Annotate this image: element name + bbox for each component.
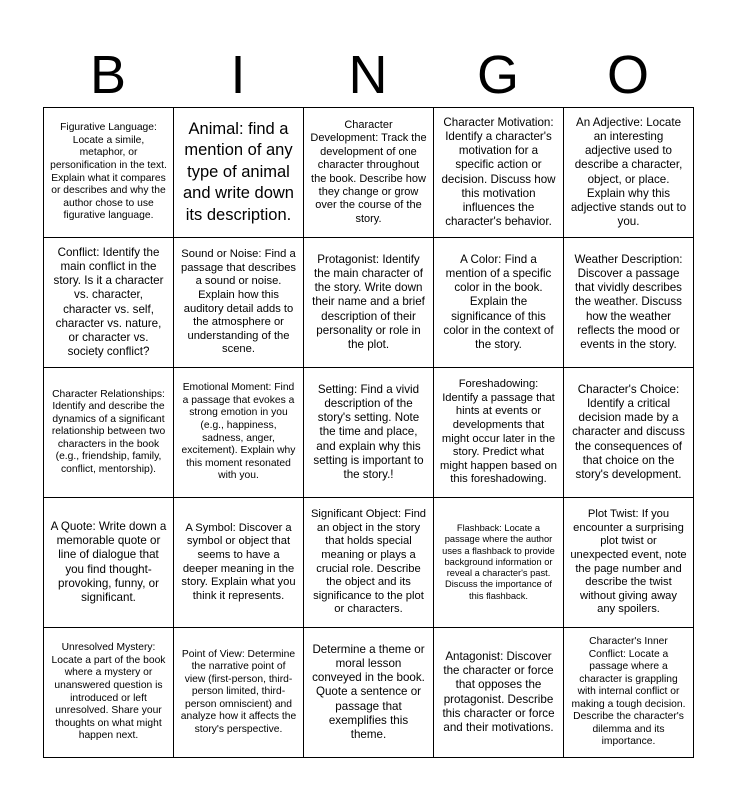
bingo-cell: Plot Twist: If you encounter a surprising plot twist or unexpected event, note the page number and describe the twist without giving away any spoilers. [564,498,694,628]
bingo-cell: Foreshadowing: Identify a passage that hints at events or developments that might occur later in the story. Predict what might happen based on this foreshadowing. [434,368,564,498]
bingo-cell: Character Motivation: Identify a character's motivation for a specific action or decision. Discuss how this motivation influences the character's behavior. [434,108,564,238]
bingo-cell: Figurative Language: Locate a simile, metaphor, or personification in the text. Explain what it compares or describes and why the author chose to use figurative language. [44,108,174,238]
header-letter-n: N [348,45,388,105]
bingo-row [44,238,694,368]
bingo-cell: Conflict: Identify the main conflict in the story. Is it a character vs. character, character vs. self, character vs. nature, or character vs. society conflict? [44,238,174,368]
header-letter-i: I [230,45,246,105]
bingo-cell: Sound or Noise: Find a passage that describes a sound or noise. Explain how this auditory detail adds to the atmosphere or understanding of the scene. [174,238,304,368]
bingo-cell: A Color: Find a mention of a specific color in the book. Explain the significance of this color in the context of the story. [434,238,564,368]
header-letter-o: O [606,45,649,105]
bingo-cell: Character's Inner Conflict: Locate a passage where a character is grappling with internal conflict or making a tough decision. Describe the character's dilemma and its importance. [564,628,694,758]
bingo-row [44,368,694,498]
bingo-row [44,498,694,628]
bingo-cell: An Adjective: Locate an interesting adjective used to describe a character, object, or place. Explain why this adjective stands out to you. [564,108,694,238]
bingo-cell: Significant Object: Find an object in the story that holds special meaning or plays a crucial role. Describe the object and its significance to the plot or characters. [304,498,434,628]
bingo-row [44,108,694,238]
bingo-cell: Point of View: Determine the narrative point of view (first-person, third-person limited, third-person omniscient) and analyze how it affects the story's perspective. [174,628,304,758]
bingo-cell: Flashback: Locate a passage where the author uses a flashback to provide background information or reveal a character's past. Discuss the importance of this flashback. [434,498,564,628]
bingo-cell: Antagonist: Discover the character or force that opposes the protagonist. Describe this character or force and their motivations. [434,628,564,758]
bingo-cell: Character's Choice: Identify a critical decision made by a character and discuss the consequences of that choice on the story's development. [564,368,694,498]
bingo-cell: Emotional Moment: Find a passage that evokes a strong emotion in you (e.g., happiness, sadness, anger, excitement). Explain why this moment resonated with you. [174,368,304,498]
bingo-cell: Protagonist: Identify the main character of the story. Write down their name and a brief description of their personality or role in the plot. [304,238,434,368]
bingo-cell: Weather Description: Discover a passage that vividly describes the weather. Discuss how the weather reflects the mood or events in the story. [564,238,694,368]
header-letter-g: G [476,45,519,105]
bingo-cell: Unresolved Mystery: Locate a part of the book where a mystery or unanswered question is introduced or left unresolved. Share your thoughts on what might happen next. [44,628,174,758]
bingo-row [44,628,694,758]
bingo-cell: Setting: Find a vivid description of the story's setting. Note the time and place, and explain why this setting is important to the story.! [304,368,434,498]
bingo-grid [43,107,694,758]
bingo-cell: Character Development: Track the development of one character throughout the book. Describe how they change or grow over the course of the story. [304,108,434,238]
bingo-cell: A Quote: Write down a memorable quote or line of dialogue that you find thought-provoking, funny, or significant. [44,498,174,628]
bingo-cell: A Symbol: Discover a symbol or object that seems to have a deeper meaning in the story. Explain what you think it represents. [174,498,304,628]
bingo-header [43,44,693,106]
bingo-cell: Character Relationships: Identify and describe the dynamics of a significant relationship between two characters in the book (e.g., friendship, family, conflict, mentorship). [44,368,174,498]
bingo-cell: Animal: find a mention of any type of animal and write down its description. [174,108,304,238]
header-letter-b: B [89,45,127,105]
bingo-cell: Determine a theme or moral lesson conveyed in the book. Quote a sentence or passage that exemplifies this theme. [304,628,434,758]
